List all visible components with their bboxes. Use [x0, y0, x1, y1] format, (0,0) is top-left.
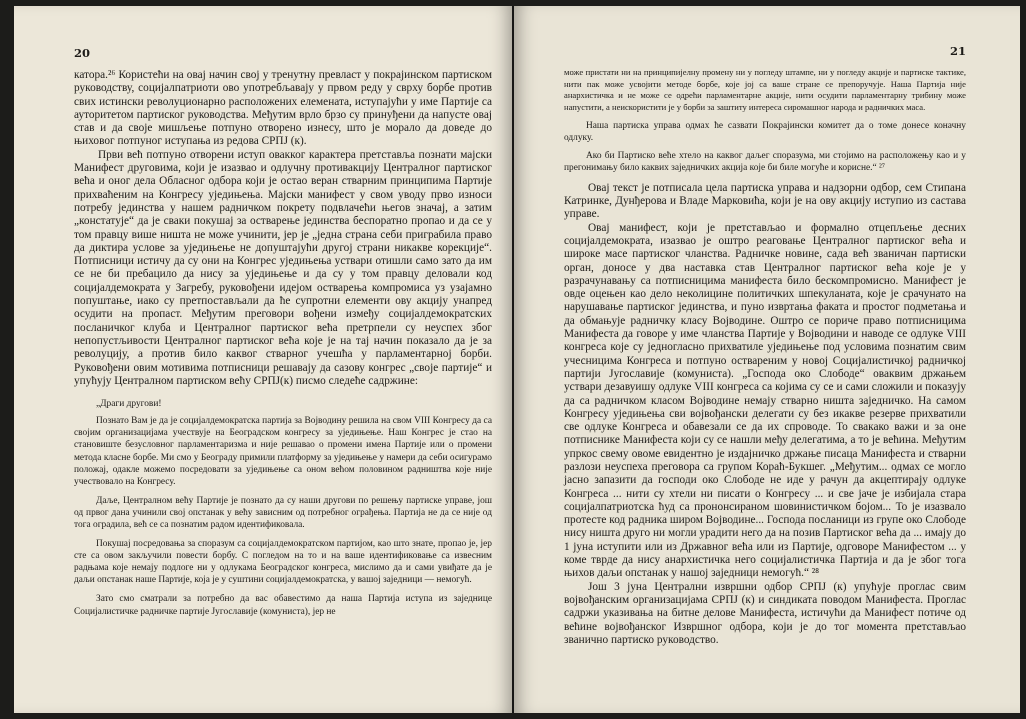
paragraph-1: катора.²⁶ Користећи на овај начин свој у тренутну превласт у покрајинском партиском руководству, социјалпатриоти ово употребљавају у првом реду у сврху борбе против свих истински револуционарно расположених елемената, иступајући у име Партије са ауторитетом партиског руководства. Међутим врло брзо су принуђени да напусте овај став и да своје мишљење потпуно отворено изнесу, што је морало да доведе до њиховог потпуног иступања из редова СРПЈ (к).	[74, 69, 492, 148]
quote-paragraph-3: Покушај посредовања за споразум са социјалдемократском партијом, као што знате, пропао је, јер сте са овом закључили повести борбу. С погледом на то и на ваше идентификовање са извесним радњама које немају подлоге ни у одлукама Београдског конгреса, мислимо да и сами увиђате да је даљи опстанак наше Партије, која је у суштини социјалдемократска, у вашој заједници — немогућ.	[74, 539, 492, 586]
quote-paragraph-4: Зато смо сматрали за потребно да вас обавестимо да наша Партија иступа из заједнице Социјалистичке радничке партије Југославије (комуниста), јер не	[74, 594, 492, 617]
page-number-left: 20	[74, 46, 91, 60]
quote-paragraph-1: Познато Вам је да је социјалдемократска партија за Војводину решила на свом VIII Конгресу да са својим организацијама учествује на Београдском конгресу за уједињење. Наш Конгрес је стао на становиште безусловног парламентаризма и није решавао о промени имена Партије или о промени метода класне борбе. Ми смо у Београду примили платформу за уједињење у намери да себи осигурамо положај, одакле можемо посредовати за уједињење са оном већом половином радништва које није учествовало на Конгресу.	[74, 416, 492, 487]
quote-paragraph-6: Ако би Партиско веће хтело на каквог даљег споразума, ми стојимо на расположењу као и у прегонимању било каквих заједничких акција које би биле могуће и корисне.“ ²⁷	[564, 150, 966, 173]
page-number-right: 21	[949, 44, 966, 58]
quote-paragraph-5: Наша партиска управа одмах ће сазвати Покрајински комитет да о томе донесе коначну одлуку.	[564, 121, 966, 144]
quote-paragraph-2: Даље, Централном већу Партије је познато да су наши другови по решењу партиске управе, још од првог дана учинили свој опстанак у већу зависним од потребног ограђења. Партија не да се није од тога оградила, већ се са познатим радом идентификовала.	[74, 495, 492, 530]
quote-salutation: „Драги другови!	[96, 399, 162, 410]
left-page	[14, 6, 512, 713]
quote-continuation: може пристати ни на принципијелну промену ни у погледу штампе, ни у погледу акције и партиске тактике, нити пак може усвојити методе борбе, које јој са ваше стране се препоручује. Наша Партија није анархистичка и не може се одрећи парламентарне акције, нити осудити парламентарну трибину може напустити, а неискористити је у борби за заштиту интереса сиромашног народа и радничких маса.	[564, 67, 966, 112]
right-page	[514, 6, 1020, 713]
paragraph-3: Овај текст је потписала цела партиска управа и надзорни одбор, сем Стипана Катринке, Дунђерова и Владе Марковића, који је на ову акцију иступио из састава управе.	[564, 181, 966, 221]
paragraph-2: Први већ потпуно отворени иступ овакког карактера претстављa познати мајски Манифест друговима, који је изазвао и одлучну противакцију Централног партиског већа и оног дела Обласног одбора који је остао веран стварним принципима Партије прихваћеним на Конгресу уједињења. Мајски манифест у свом уводу прво износи потребу јединства у нашем радничком покрету подвлачећи његов значај, а затим „констатује“ да је сваки покушај за остварење јединства беспоратно пропао и да се у том правцу више ништа не може учинити, јер је „једна страна себи пригрaбила право да диктира услове за уједињење не допуштајући другој страни никакве корекције“. Потписници истичу да су они на Конгрес уједињења уствари отишли само зато да им се не би пребацило да нису за уједињење и да су у том правцу деловали код социјалдемократа у Загребу, руковођени идејом остварења компромиса уз узајамно попуштање, иако су претпостављали да ће супротни елементи ову акцију унапред осудити на пропаст. Међутим преговори вођени између социјалдемократских посланичког клуба и Централног партиског већа претрпели су неуспех због непопустљивости Централног партиског већа које је на тај начин показало да је за револуцију, а против било каквог стварног учешћа у парламентарној борби. Руковођени овим мотивима потписници решавају да сазову конгрес „своје партије“ и упућују Централном партиском већу СРПЈ(к) писмо следеће садржине:	[74, 148, 492, 387]
paragraph-4: Овај манифест, који је претстављао и формално отцепљење десних социјалдемократа, изазвао је оштро реаговање Централног партиског већа и широке масе партиског чланства. Радничке новине, сада већ званичан партиски орган, доносе у два наставка став Централног партиског већа које је у разрачунавању са потписницима манифеста било бескомпромисно. Манифест је овде оцењен као дело неколицине политичких шпекуланата, које је срачунато на нарушавање партиског јединства, и пуно извртања факата и простог подметања и да обмањује радничку класу Војводине. Оштро се пориче право потписницима Манифеста да говоре у име чланства Партије у Војводини и наводе се одлуке VIII конгреса које су једногласно прихватиле уједињење под условима познатим свим учесницима Конгреса и потпуно оствареним у новој Социјалистичкој радничкој партији Југославије (комуниста). „Господа око Слободе“ оваквим држањем уствари дезавуишу одлуке VIII конгреса са којима су се и сами сложили и показују да са радничком класом Војводине немају стварно ништа заједничко. На самом Конгресу уједињења сви војвођански делегати су без икакве резерве прихватили све одлуке Конгреса и обавезали се да их спроводе. То свакако важи и за оне потписнике Манифеста који су се нашли међу делегатима, а то је већина. Међутим упркос свему овоме евидентно је издајничко држање писаца Манифеста и стварни разлози неуспеха преговора са групом Кораћ-Букшег. „Међутим... одмах се могло јасно запазити да господи око Слободе не иде у рачун да акцептирају одлуке Конгреса ... нити су хтели ни писати о Конгресу ... и све јаче је избијала стара социјалпатриотска ћуд са пронoнсираном шовинистичком бојом... То је изазвало протесте код радника широм Војводине... Господа посланици из групе око Слободе нису ништа друго ни могли урадити него да на позив Партиског већа да ... имају до 1 јуна иступити или из Државног већа или из Партије, одговоре Манифестом ... у коме тврде да нису анархистичка него социјалистичка Партија и да је због тога њихов даљи опстанак у нашој заједници немогућ.“ ²⁸	[564, 221, 966, 580]
paragraph-5: Још 3 јуна Централни извршни одбор СРПЈ (к) упућује проглас свим војвођанским организацијама СРПЈ (к) и синдиката поводом Манифеста. Проглас садржи указивања на битне делове Манифеста, истичући да Манифест потиче од већине војвођанског Извршног одбора, који је до тог момента претстављао званично партиско руководство.	[564, 580, 966, 646]
